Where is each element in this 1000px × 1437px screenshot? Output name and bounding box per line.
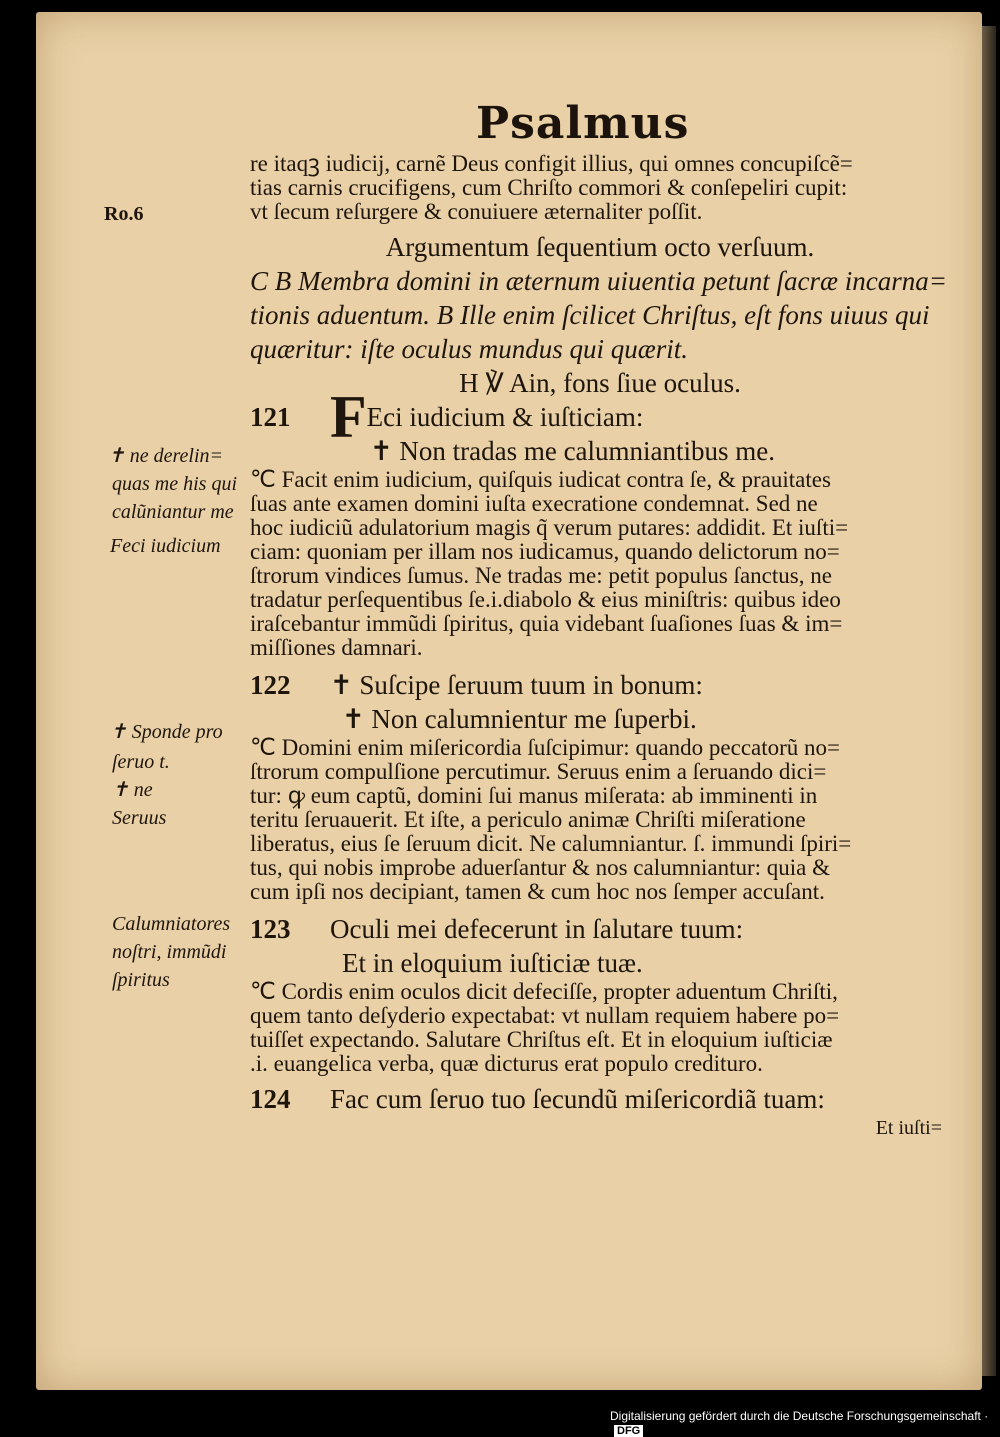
text-line: vt ſecum reſurgere & conuiuere æternaliter poſſit. [250,199,703,224]
verse-text: Oculi mei defecerunt in ſalutare tuum: [330,914,744,944]
commentary-line: teritu ſeruauerit. Et iſte, a periculo animæ Chriſti miſeratione [250,807,806,832]
section-heading: H ℣ Ain, fons ſiue oculus. [459,368,741,398]
verse-text: ✝ Non calumnientur me ſuperbi. [342,704,697,734]
verse-text: Et in eloquium iuſticiæ tuæ. [342,948,643,978]
commentary-line: ℃ Domini enim miſericordia ſuſcipimur: quando peccatorũ no= [250,735,841,760]
margin-note: Calumniatores [112,913,231,935]
verse-number: 121 [250,402,291,432]
margin-note: Feci iudicium [110,535,221,557]
verse-number: 122 [250,670,291,700]
commentary-line: liberatus, eius ſe ſeruum dicit. Ne calumniantur. ſ. immundi ſpiri= [250,831,852,856]
margin-note: ✝ Sponde pro [110,721,223,743]
commentary-line: tus, qui nobis improbe aduerſantur & nos calumniantur: quia & [250,855,831,880]
verse-number: 123 [250,914,291,944]
catchword: Et iuſti= [875,1117,942,1139]
argument-line: quæritur: iſte oculus mundus qui quærit. [250,334,689,364]
margin-note: ſpiritus [112,969,170,991]
dfg-logo: DFG [614,1425,643,1437]
commentary-line: iraſcebantur immũdi ſpiritus, quia videbant ſuaſiones ſuas & im= [250,611,843,636]
verse-text: ✝ Suſcipe ſeruum tuum in bonum: [330,670,703,700]
verse-121-a [250,384,950,450]
verse-text: Eci iudicium & iuſticiam: [366,402,644,432]
credit-text: Digitalisierung gefördert durch die Deutsche Forschungsgemeinschaft · [610,1409,989,1423]
margin-note: noſtri, immũdi [112,941,227,963]
margin-note: ✝ ne derelin= [108,445,224,467]
commentary-line: cum ipſi nos decipiant, tamen & cum hoc nos ſemper accuſant. [250,879,825,904]
margin-note: Seruus [112,807,167,829]
margin-note: quas me his qui [112,473,237,495]
commentary-line: quem tanto deſyderio expectabat: vt nullam requiem habere po= [250,1003,840,1028]
margin-note: ſeruo t. [112,751,170,773]
verse-122-b [250,702,950,736]
verse-text: Fac cum ſeruo tuo ſecundũ miſericordiã tuam: [330,1084,825,1114]
text-line: tias carnis crucifigens, cum Chriſto commori & conſepeliri cupit: [250,175,848,200]
argument-line: tionis aduentum. B Ille enim ſcilicet Chriſtus, eſt fons uiuus qui [250,300,930,330]
text-line: re itaqꝫ iudicij, carnẽ Deus configit illius, qui omnes concupiſcẽ= [250,151,853,176]
verse-number: 124 [250,1084,291,1114]
commentary-line: ſtrorum compulſione percutimur. Seruus enim a ſeruando dici= [250,759,827,784]
commentary-line: ℃ Cordis enim oculos dicit defeciſſe, propter aduentum Chriſti, [250,979,838,1004]
text-column [250,152,950,1140]
commentary-line: ciam: quoniam per illam nos iudicamus, quando delictorum no= [250,539,840,564]
verse-123-a [250,912,950,946]
margin-note: calũniantur me [112,501,234,523]
page-heading: Psalmus [476,98,690,149]
verse-122-a [250,668,950,702]
verse-text: ✝ Non tradas me calumniantibus me. [370,436,776,466]
commentary-line: hoc iudiciũ adulatorium magis q̃ verum putares: addidit. Et iuſti= [250,515,849,540]
initial-letter: F [330,384,367,450]
verse-124-a [250,1082,950,1116]
commentary-line: tur: ꝙ eum captũ, domini ſui manus miſerata: ab imminenti in [250,783,818,808]
digitization-credit [610,1409,1000,1437]
page-edge [982,26,996,1376]
commentary-line: miſſiones damnari. [250,635,423,660]
commentary-line: .i. euangelica verba, quæ dicturus erat populo credituro. [250,1051,763,1076]
margin-note: Ro.6 [104,203,144,225]
margin-note: ✝ ne [112,779,153,801]
commentary-line: ℃ Facit enim iudicium, quiſquis iudicat contra ſe, & prauitates [250,467,831,492]
commentary-line: ſtrorum vindices ſumus. Ne tradas me: petit populus ſanctus, ne [250,563,832,588]
argument-line: C B Membra domini in æternum uiuentia petunt ſacræ incarna= [250,266,947,296]
commentary-line: ſuas ante examen domini iuſta execratione condemnat. Sed ne [250,491,818,516]
argument-title: Argumentum ſequentium octo verſuum. [385,232,815,262]
commentary-line: tradatur perſequentibus ſe.i.diabolo & eius miniſtris: quibus ideo [250,587,841,612]
verse-123-b [250,946,950,980]
commentary-line: tuiſſet expectando. Salutare Chriſtus eſt. Et in eloquium iuſticiæ [250,1027,833,1052]
